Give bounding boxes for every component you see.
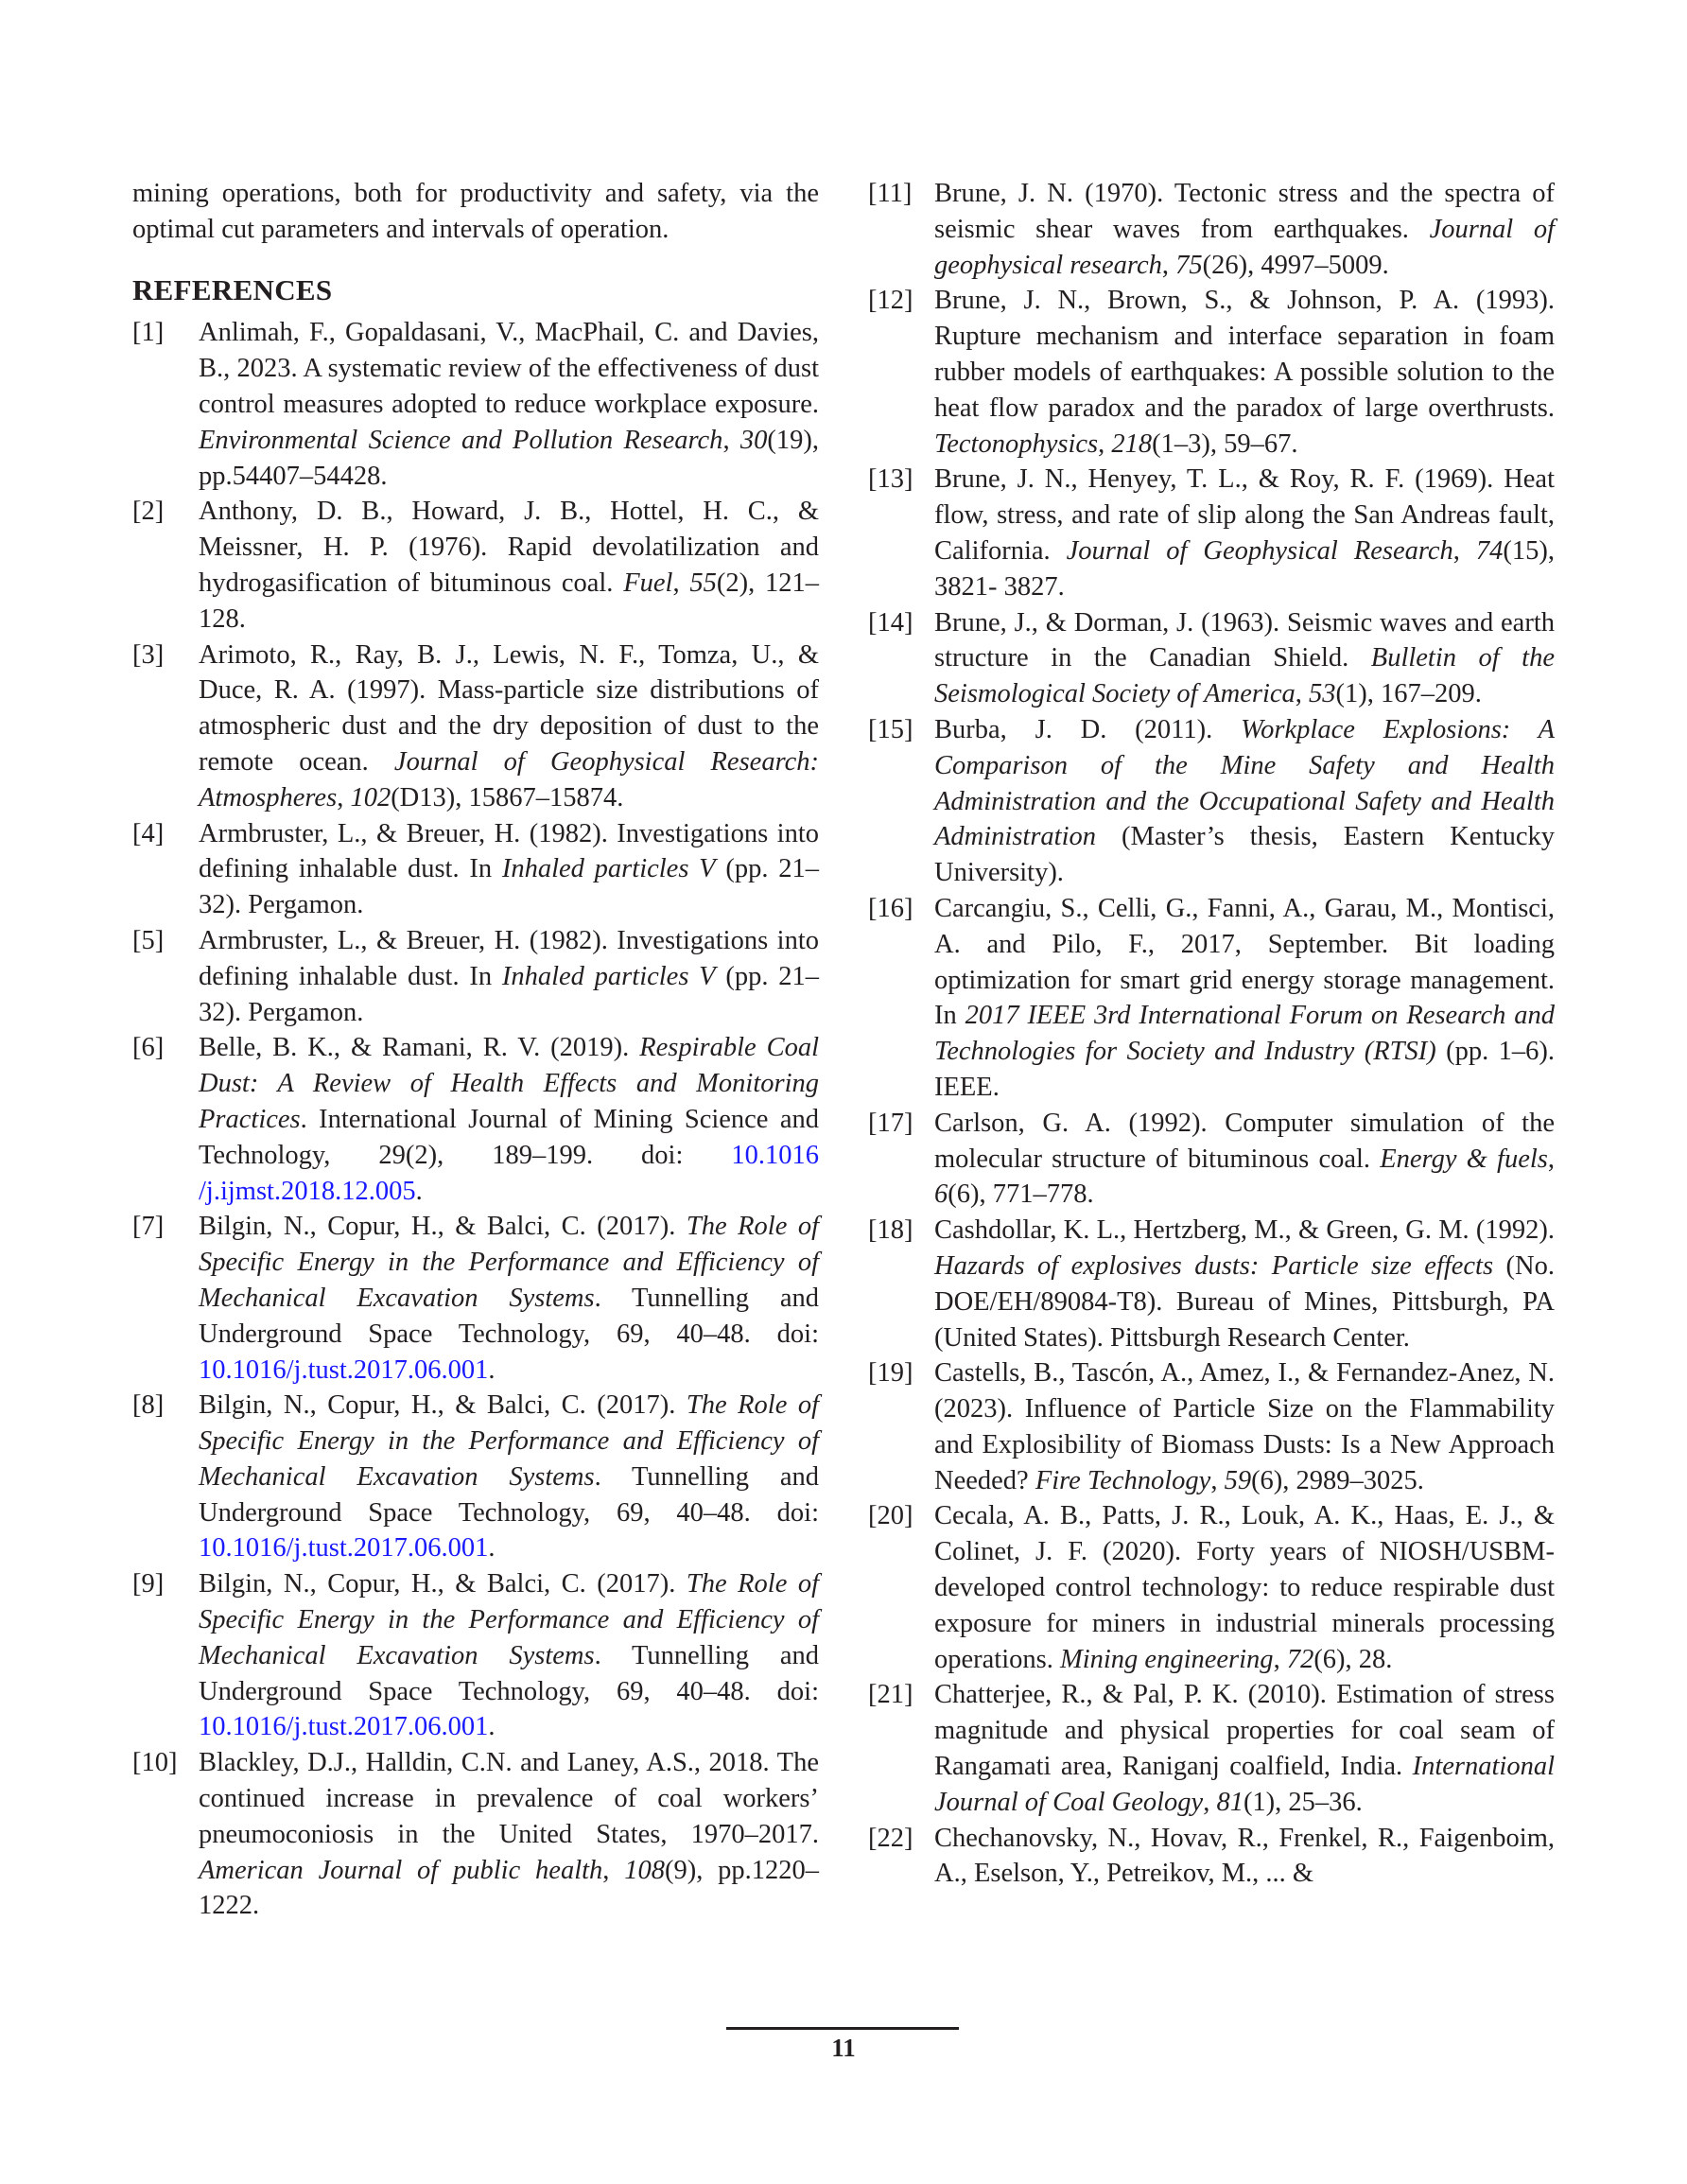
reference-text-part: . xyxy=(488,1354,496,1385)
reference-text-part: Armbruster, L., & Breuer, H. (1982). Investigations into defining inhalable dust. In xyxy=(199,818,819,884)
reference-text-part: Anthony, D. B., Howard, J. B., Hottel, H. C., & Meissner, H. P. (1976). Rapid devolatilization and hydrogasification of bituminous coal. xyxy=(199,497,819,598)
reference-entry xyxy=(132,494,819,637)
reference-italic-text: The Role of Specific Energy in the Performance and Efficiency of Mechanical Excavation Systems xyxy=(199,1390,819,1492)
reference-text-part: (No. DOE/EH/89084-T8). Bureau of Mines, Pittsburgh, PA (United States). Pittsburgh Research Center. xyxy=(934,1250,1555,1353)
reference-italic-text: 59 xyxy=(1224,1465,1252,1495)
reference-italic-text: 218 xyxy=(1111,428,1153,459)
reference-text-part: Brune, J. N., Henyey, T. L., & Roy, R. F. (1969). Heat flow, stress, and rate of slip along the San Andreas fault, California. xyxy=(934,464,1555,566)
reference-text-part: (pp. 21–32). Pergamon. xyxy=(199,854,819,920)
reference-text-part: . Tunnelling and Underground Space Technology, 69, 40–48. doi: xyxy=(199,1640,819,1706)
reference-number: [15] xyxy=(868,714,913,744)
reference-text-part: Brune, J. N., Brown, S., & Johnson, P. A. (1993). Rupture mechanism and interface separation in foam rubber models of earthquakes: A possible solution to the heat flow paradox and the paradox of large overthrusts. xyxy=(934,286,1555,423)
reference-text-part: , xyxy=(1295,679,1310,709)
reference-entry xyxy=(132,923,819,1030)
references-list-left xyxy=(132,315,819,1924)
reference-italic-text: 55 xyxy=(689,568,717,598)
reference-text xyxy=(934,1677,1555,1820)
reference-italic-text: Journal of Geophysical Research xyxy=(1066,535,1453,566)
reference-number: [14] xyxy=(868,607,913,638)
reference-number: [9] xyxy=(132,1569,165,1599)
reference-number: [4] xyxy=(132,818,165,848)
reference-italic-text: 81 xyxy=(1216,1787,1244,1817)
reference-number: [21] xyxy=(868,1680,913,1710)
reference-number: [13] xyxy=(868,464,913,495)
reference-text-part: , xyxy=(602,1855,625,1885)
reference-entry xyxy=(868,1498,1555,1677)
reference-text-part: . Tunnelling and Underground Space Technology, 69, 40–48. doi: xyxy=(199,1461,819,1528)
reference-text-part: (6), 2989–3025. xyxy=(1251,1465,1424,1495)
reference-italic-text: International Journal of Coal Geology xyxy=(934,1752,1555,1817)
reference-text xyxy=(199,923,819,1030)
reference-entry xyxy=(132,1030,819,1209)
reference-number: [5] xyxy=(132,925,165,955)
reference-text-part: Cashdollar, K. L., Hertzberg, M., & Green, G. M. (1992). xyxy=(934,1215,1555,1246)
reference-italic-text: 6 xyxy=(934,1179,948,1210)
reference-text-part: . xyxy=(415,1176,423,1206)
reference-number: [11] xyxy=(868,179,913,208)
reference-italic-text: Journal of Geophysical Research: Atmospheres xyxy=(199,746,819,812)
reference-italic-text: 108 xyxy=(624,1855,665,1885)
reference-italic-text: 75 xyxy=(1175,250,1203,280)
reference-text-part: . Tunnelling and Underground Space Technology, 69, 40–48. doi: xyxy=(199,1283,819,1349)
reference-text xyxy=(934,1213,1555,1355)
reference-entry xyxy=(868,1355,1555,1498)
reference-text-part: , xyxy=(1273,1644,1287,1674)
reference-text-part: , xyxy=(337,782,351,812)
reference-text-part: Carcangiu, S., Celli, G., Fanni, A., Garau, M., Montisci, A. and Pilo, F., 2017, September. Bit loading optimization for smart grid energy storage management. In xyxy=(934,893,1555,1031)
reference-text-part: (1), 25–36. xyxy=(1243,1787,1363,1817)
reference-entry xyxy=(132,1745,819,1924)
page-number: 11 xyxy=(831,2034,856,2062)
reference-text-part: Bilgin, N., Copur, H., & Balci, C. (2017). xyxy=(199,1212,687,1242)
reference-entry xyxy=(132,315,819,494)
doi-link[interactable]: 10.1016/j.tust.2017.06.001 xyxy=(199,1533,489,1564)
reference-text xyxy=(934,605,1555,712)
reference-text-part: . xyxy=(488,1712,496,1742)
reference-italic-text: 102 xyxy=(350,782,391,812)
reference-number: [6] xyxy=(132,1033,165,1063)
reference-text xyxy=(934,1106,1555,1213)
reference-text-part: (1–3), 59–67. xyxy=(1152,428,1298,459)
reference-italic-text: Respirable Coal Dust: A Review of Health Effects and Monitoring Practices xyxy=(199,1033,819,1134)
reference-text-part: , xyxy=(722,425,740,455)
reference-italic-text: The Role of Specific Energy in the Performance and Efficiency of Mechanical Excavation Systems xyxy=(199,1569,819,1670)
references-list-right xyxy=(868,176,1555,1892)
reference-text-part: (15), 3821- 3827. xyxy=(934,535,1555,602)
reference-italic-text: Inhaled particles V xyxy=(501,961,716,991)
reference-italic-text: Bulletin of the Seismological Society of America xyxy=(934,643,1555,709)
reference-text xyxy=(199,1030,819,1209)
reference-text-part: (pp. 1–6). IEEE. xyxy=(934,1037,1555,1102)
intro-paragraph: mining operations, both for productivity and safety, via the optimal cut parameters and intervals of operation. xyxy=(132,179,819,244)
reference-number: [17] xyxy=(868,1108,913,1138)
reference-italic-text: Journal of geophysical research xyxy=(934,214,1556,280)
reference-text xyxy=(199,1388,819,1566)
reference-italic-text: Mining engineering xyxy=(1059,1644,1274,1674)
reference-text-part: Chechanovsky, N., Hovav, R., Frenkel, R., Faigenboim, A., Eselson, Y., Petreikov, M., ... & xyxy=(934,1823,1555,1889)
reference-text xyxy=(199,1566,819,1745)
reference-number: [7] xyxy=(132,1212,165,1242)
doi-link[interactable]: 10.1016/j.tust.2017.06.001 xyxy=(199,1354,489,1385)
reference-text-part: , xyxy=(1203,1787,1217,1817)
reference-italic-text: Inhaled particles V xyxy=(501,854,716,884)
reference-italic-text: 30 xyxy=(739,425,768,455)
reference-text xyxy=(199,1209,819,1388)
reference-italic-text: American Journal of public health xyxy=(199,1855,603,1885)
reference-number: [12] xyxy=(868,286,913,316)
reference-text-part: (pp. 21–32). Pergamon. xyxy=(199,961,819,1027)
reference-text-part: Belle, B. K., & Ramani, R. V. (2019). xyxy=(199,1033,640,1063)
reference-text-part: (26), 4997–5009. xyxy=(1202,250,1389,280)
reference-italic-text: Energy & fuels xyxy=(1380,1144,1548,1174)
reference-text-part: Cecala, A. B., Patts, J. R., Louk, A. K., Haas, E. J., & Colinet, J. F. (2020). Forty years of NIOSH/USBM-developed control technology: to reduce respirable dust exposure for miners in industrial minerals processing operations. xyxy=(934,1501,1555,1674)
reference-text xyxy=(934,1355,1555,1498)
reference-text-part: , xyxy=(1161,250,1176,280)
right-column xyxy=(868,176,1555,1892)
reference-entry xyxy=(868,1677,1555,1820)
reference-italic-text: 53 xyxy=(1309,679,1336,709)
reference-text-part: Arimoto, R., Ray, B. J., Lewis, N. F., Tomza, U., & Duce, R. A. (1997). Mass-particle size distributions of atmospheric dust and the dry deposition of dust to the remote ocean. xyxy=(199,639,819,777)
reference-entry xyxy=(868,462,1555,604)
reference-text-part: (6), 771–778. xyxy=(948,1179,1094,1210)
reference-text xyxy=(934,1821,1555,1893)
reference-text xyxy=(934,891,1555,1106)
reference-number: [2] xyxy=(132,497,165,527)
reference-text xyxy=(199,638,819,816)
reference-entry xyxy=(868,605,1555,712)
reference-italic-text: 74 xyxy=(1475,535,1504,566)
reference-number: [18] xyxy=(868,1215,913,1246)
reference-text-part: Castells, B., Tascón, A., Amez, I., & Fernandez-Anez, N. (2023). Influence of Particle Size on the Flammability and Explosibility of Biomass Dusts: Is a New Approach Needed? xyxy=(934,1358,1555,1495)
reference-text-part: . International Journal of Mining Science and Technology, 29(2), 189–199. doi: xyxy=(199,1104,819,1170)
doi-link[interactable]: 10.1016/j.tust.2017.06.001 xyxy=(199,1712,489,1742)
reference-number: [22] xyxy=(868,1823,913,1853)
reference-italic-text: Fuel xyxy=(623,568,673,598)
reference-text-part: (D13), 15867–15874. xyxy=(391,782,624,812)
reference-entry xyxy=(132,1388,819,1566)
reference-text xyxy=(199,1745,819,1924)
reference-text xyxy=(934,283,1555,462)
reference-text-part: Brune, J., & Dorman, J. (1963). Seismic waves and earth structure in the Canadian Shield. xyxy=(934,607,1555,673)
reference-text-part: , xyxy=(1547,1144,1555,1174)
reference-entry xyxy=(132,1566,819,1745)
reference-text-part: Bilgin, N., Copur, H., & Balci, C. (2017). xyxy=(199,1390,687,1421)
reference-entry xyxy=(868,1821,1555,1893)
footer-rule xyxy=(726,2027,959,2030)
reference-entry xyxy=(132,816,819,923)
reference-italic-text: Workplace Explosions: A Comparison of the Mine Safety and Health Administration and the Occupational Safety and Health Administration xyxy=(934,714,1556,852)
reference-italic-text: Environmental Science and Pollution Research xyxy=(199,425,723,455)
reference-text-part: , xyxy=(1098,428,1112,459)
reference-text-part: Chatterjee, R., & Pal, P. K. (2010). Estimation of stress magnitude and physical properties for coal seam of Rangamati area, Raniganj coalfield, India. xyxy=(934,1680,1555,1782)
reference-number: [1] xyxy=(132,318,165,348)
reference-italic-text: Fire Technology xyxy=(1035,1465,1211,1495)
reference-text-part: , xyxy=(672,568,690,598)
reference-text xyxy=(199,494,819,637)
reference-text-part: , xyxy=(1210,1465,1225,1495)
reference-text xyxy=(934,176,1555,283)
references-heading: REFERENCES xyxy=(132,272,333,306)
reference-text-part: , xyxy=(1452,535,1476,566)
reference-entry xyxy=(868,176,1555,283)
reference-text-part: . xyxy=(488,1533,496,1564)
doi-link[interactable]: 10.1016 /j.ijmst.2018.12.005 xyxy=(199,1140,819,1206)
reference-text-part: (6), 28. xyxy=(1313,1644,1393,1674)
reference-italic-text: 72 xyxy=(1286,1644,1314,1674)
reference-text-part: Blackley, D.J., Halldin, C.N. and Laney, A.S., 2018. The continued increase in prevalence of coal workers’ pneumoconiosis in the United States, 1970–2017. xyxy=(199,1748,819,1849)
reference-number: [16] xyxy=(868,893,913,923)
reference-entry xyxy=(132,638,819,816)
reference-number: [10] xyxy=(132,1748,178,1778)
reference-text-part: Burba, J. D. (2011). xyxy=(934,714,1242,744)
reference-italic-text: Hazards of explosives dusts: Particle size effects xyxy=(934,1250,1494,1281)
reference-number: [20] xyxy=(868,1501,913,1531)
reference-text-part: Bilgin, N., Copur, H., & Balci, C. (2017). xyxy=(199,1569,687,1599)
reference-entry xyxy=(132,1209,819,1388)
reference-text xyxy=(934,712,1555,891)
reference-text xyxy=(199,816,819,923)
reference-italic-text: Tectonophysics xyxy=(934,428,1099,459)
reference-entry xyxy=(868,283,1555,462)
reference-text-part: (Master’s thesis, Eastern Kentucky University). xyxy=(934,822,1555,888)
reference-text-part: Armbruster, L., & Breuer, H. (1982). Investigations into defining inhalable dust. In xyxy=(199,925,819,991)
reference-text-part: (9), pp.1220–1222. xyxy=(199,1855,819,1921)
reference-text xyxy=(934,1498,1555,1677)
reference-text xyxy=(199,315,819,494)
reference-number: [8] xyxy=(132,1390,165,1421)
reference-italic-text: 2017 IEEE 3rd International Forum on Research and Technologies for Society and Industry (RTSI) xyxy=(934,1001,1555,1067)
reference-text-part: Anlimah, F., Gopaldasani, V., MacPhail, C. and Davies, B., 2023. A systematic review of the effectiveness of dust control measures adopted to reduce workplace exposure. xyxy=(199,318,819,419)
reference-text-part: (2), 121–128. xyxy=(199,568,820,634)
reference-entry xyxy=(868,1106,1555,1213)
reference-text xyxy=(934,462,1555,604)
reference-text-part: Brune, J. N. (1970). Tectonic stress and the spectra of seismic shear waves from earthquakes. xyxy=(934,179,1555,244)
reference-text-part: (1), 167–209. xyxy=(1335,679,1482,709)
reference-entry xyxy=(868,712,1555,891)
left-column xyxy=(132,176,819,1924)
reference-number: [3] xyxy=(132,639,165,670)
reference-entry xyxy=(868,1213,1555,1355)
reference-italic-text: The Role of Specific Energy in the Performance and Efficiency of Mechanical Excavation Systems xyxy=(199,1212,819,1313)
reference-number: [19] xyxy=(868,1358,913,1389)
reference-text-part: Carlson, G. A. (1992). Computer simulation of the molecular structure of bituminous coal. xyxy=(934,1108,1555,1174)
reference-text-part: (19), pp.54407–54428. xyxy=(199,425,819,491)
reference-entry xyxy=(868,891,1555,1106)
